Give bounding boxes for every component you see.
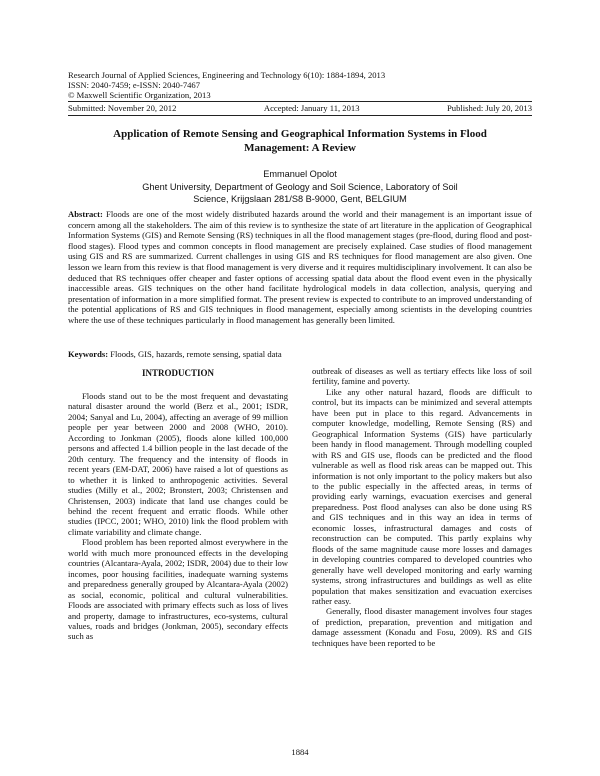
affiliation-line-1: Ghent University, Department of Geology and Soil Science, Laboratory of Soil: [142, 181, 458, 192]
left-column: [68, 368, 288, 642]
intro-paragraph-3: outbreak of diseases as well as tertiary effects like loss of soil fertility, famine and poverty.: [312, 366, 532, 387]
journal-line: Research Journal of Applied Sciences, Engineering and Technology 6(10): 1884-1894, 2013: [68, 70, 386, 80]
published-date: Published: July 20, 2013: [447, 103, 532, 113]
copyright-line: © Maxwell Scientific Organization, 2013: [68, 90, 211, 100]
page-number: 1884: [291, 747, 309, 757]
intro-paragraph-5: Generally, flood disaster management involves four stages of prediction, preparation, prevention and mitigation and damage assessment (Konadu and Fosu, 2009). RS and GIS techniques have been reported to be: [312, 606, 532, 648]
abstract-text: Floods are one of the most widely distributed hazards around the world and their management is an important issue of concern among all the stakeholders. The aim of this review is to synthesize the state of art literature in the application of Geographical Information Systems (GIS) and Remote Sensing (RS) techniques in all the flood management stages (pre-flood, during flood and post-flood stages). Flood types and common concepts in flood management are precisely explained. Case studies of flood management using GIS and RS are summarized. Current challenges in using GIS and RS techniques for flood management are also given. One lesson we learn from this review is that flood management is very diverse and it requires multidisciplinary involvement. It can also be deduced that RS techniques offer cheaper and faster options of accessing spatial data about the flood event even in the physically inaccessible areas. GIS techniques on the other hand facilitate hydrological models in data collection, analysis, querying and presentation of information in a more simplified format. The present review is expected to contribute to an improved understanding of the potential applications of RS and GIS techniques in flood management, especially among scientists in the developing countries where the use of these techniques particularly in flood management has generally been limited.: [68, 209, 532, 325]
keywords: [68, 349, 532, 359]
top-rule: [68, 101, 532, 102]
intro-paragraph-2: Flood problem has been reported almost everywhere in the world with much more pronounced effects in the developing countries (Alcantara-Ayala, 2002; ISDR, 2004) due to their low incomes, poor housing facilities, inadequate warning systems and preparedness generally grouped by Alcantara-Ayala (2002) as social, economic, political and cultural vulnerabilities. Floods are associated with primary effects such as loss of lives and property, damage to infrastructures, eco-systems, cultural values, roads and bridges (Jonkman, 2005), secondary effects such as: [68, 537, 288, 642]
right-column: [312, 366, 532, 648]
accepted-date: Accepted: January 11, 2013: [263, 103, 360, 113]
author-block: [100, 168, 500, 206]
bottom-rule: [68, 115, 532, 116]
intro-paragraph-1: Floods stand out to be the most frequent and devastating natural disaster around the world (Berz et al., 2001; ISDR, 2004; Sanyal and Lu, 2004), affecting an average of 99 million people per year between 2000 and 2008 (WHO, 2010). According to Jonkman (2005), floods alone killed 100,000 persons and affected 1.4 billion people in the last decade of the 20th century. The frequency and the intensity of floods in recent years (EM-DAT, 2006) have raised a lot of questions as to whether it is linked to anthropogenic activities. Several studies (Milly et al., 2002; Bronstert, 2003; Christensen and Christensen, 2003) indicate that land use changes could be behind the recent frequent and erratic floods. While other studies (IPCC, 2001; WHO, 2010) link the flood problem with climate variability and climate change.: [68, 391, 288, 537]
paper-title: Application of Remote Sensing and Geographical Information Systems in Flood Management: A Review: [113, 128, 487, 154]
affiliation-line-2: Science, Krijgslaan 281/S8 B-9000, Gent, BELGIUM: [193, 194, 407, 204]
abstract: [68, 209, 532, 326]
author-name: Emmanuel Opolot: [263, 169, 337, 179]
keywords-text: Floods, GIS, hazards, remote sensing, spatial data: [110, 349, 282, 359]
intro-paragraph-4: Like any other natural hazard, floods are difficult to control, but its impacts can be minimized and several attempts have been put in place to this regard. Advancements in computer knowledge, modelling, Remote Sensing (RS) and Geographical Information Systems (GIS) have particularly been handy in flood management. Through modelling coupled with RS and GIS use, floods can be predicted and the flood vulnerable as well as flood risk areas can be mapped out. This information is not only important to the policy makers but also to the public especially in the affected areas, in terms of providing early warnings, evacuation exercises and general preparedness. Post flood analyses can also be done using RS and GIS techniques and in this way an idea in terms of economic losses, infrastructural damages and costs of reconstruction can be computed. This partly explains why floods of the same magnitude cause more losses and damages in developing countries compared to developed countries who generally have well developed monitoring and early warning systems, strong infrastructures and buildings as well as elite population that makes sensitization and evacuation exercises rather easy.: [312, 386, 532, 606]
dates-row: [68, 103, 532, 113]
section-heading: INTRODUCTION: [141, 368, 214, 378]
issn-line: ISSN: 2040-7459; e-ISSN: 2040-7467: [68, 80, 201, 90]
submitted-date: Submitted: November 20, 2012: [68, 103, 177, 113]
abstract-label: Abstract:: [68, 209, 103, 219]
keywords-label: Keywords:: [68, 349, 109, 359]
